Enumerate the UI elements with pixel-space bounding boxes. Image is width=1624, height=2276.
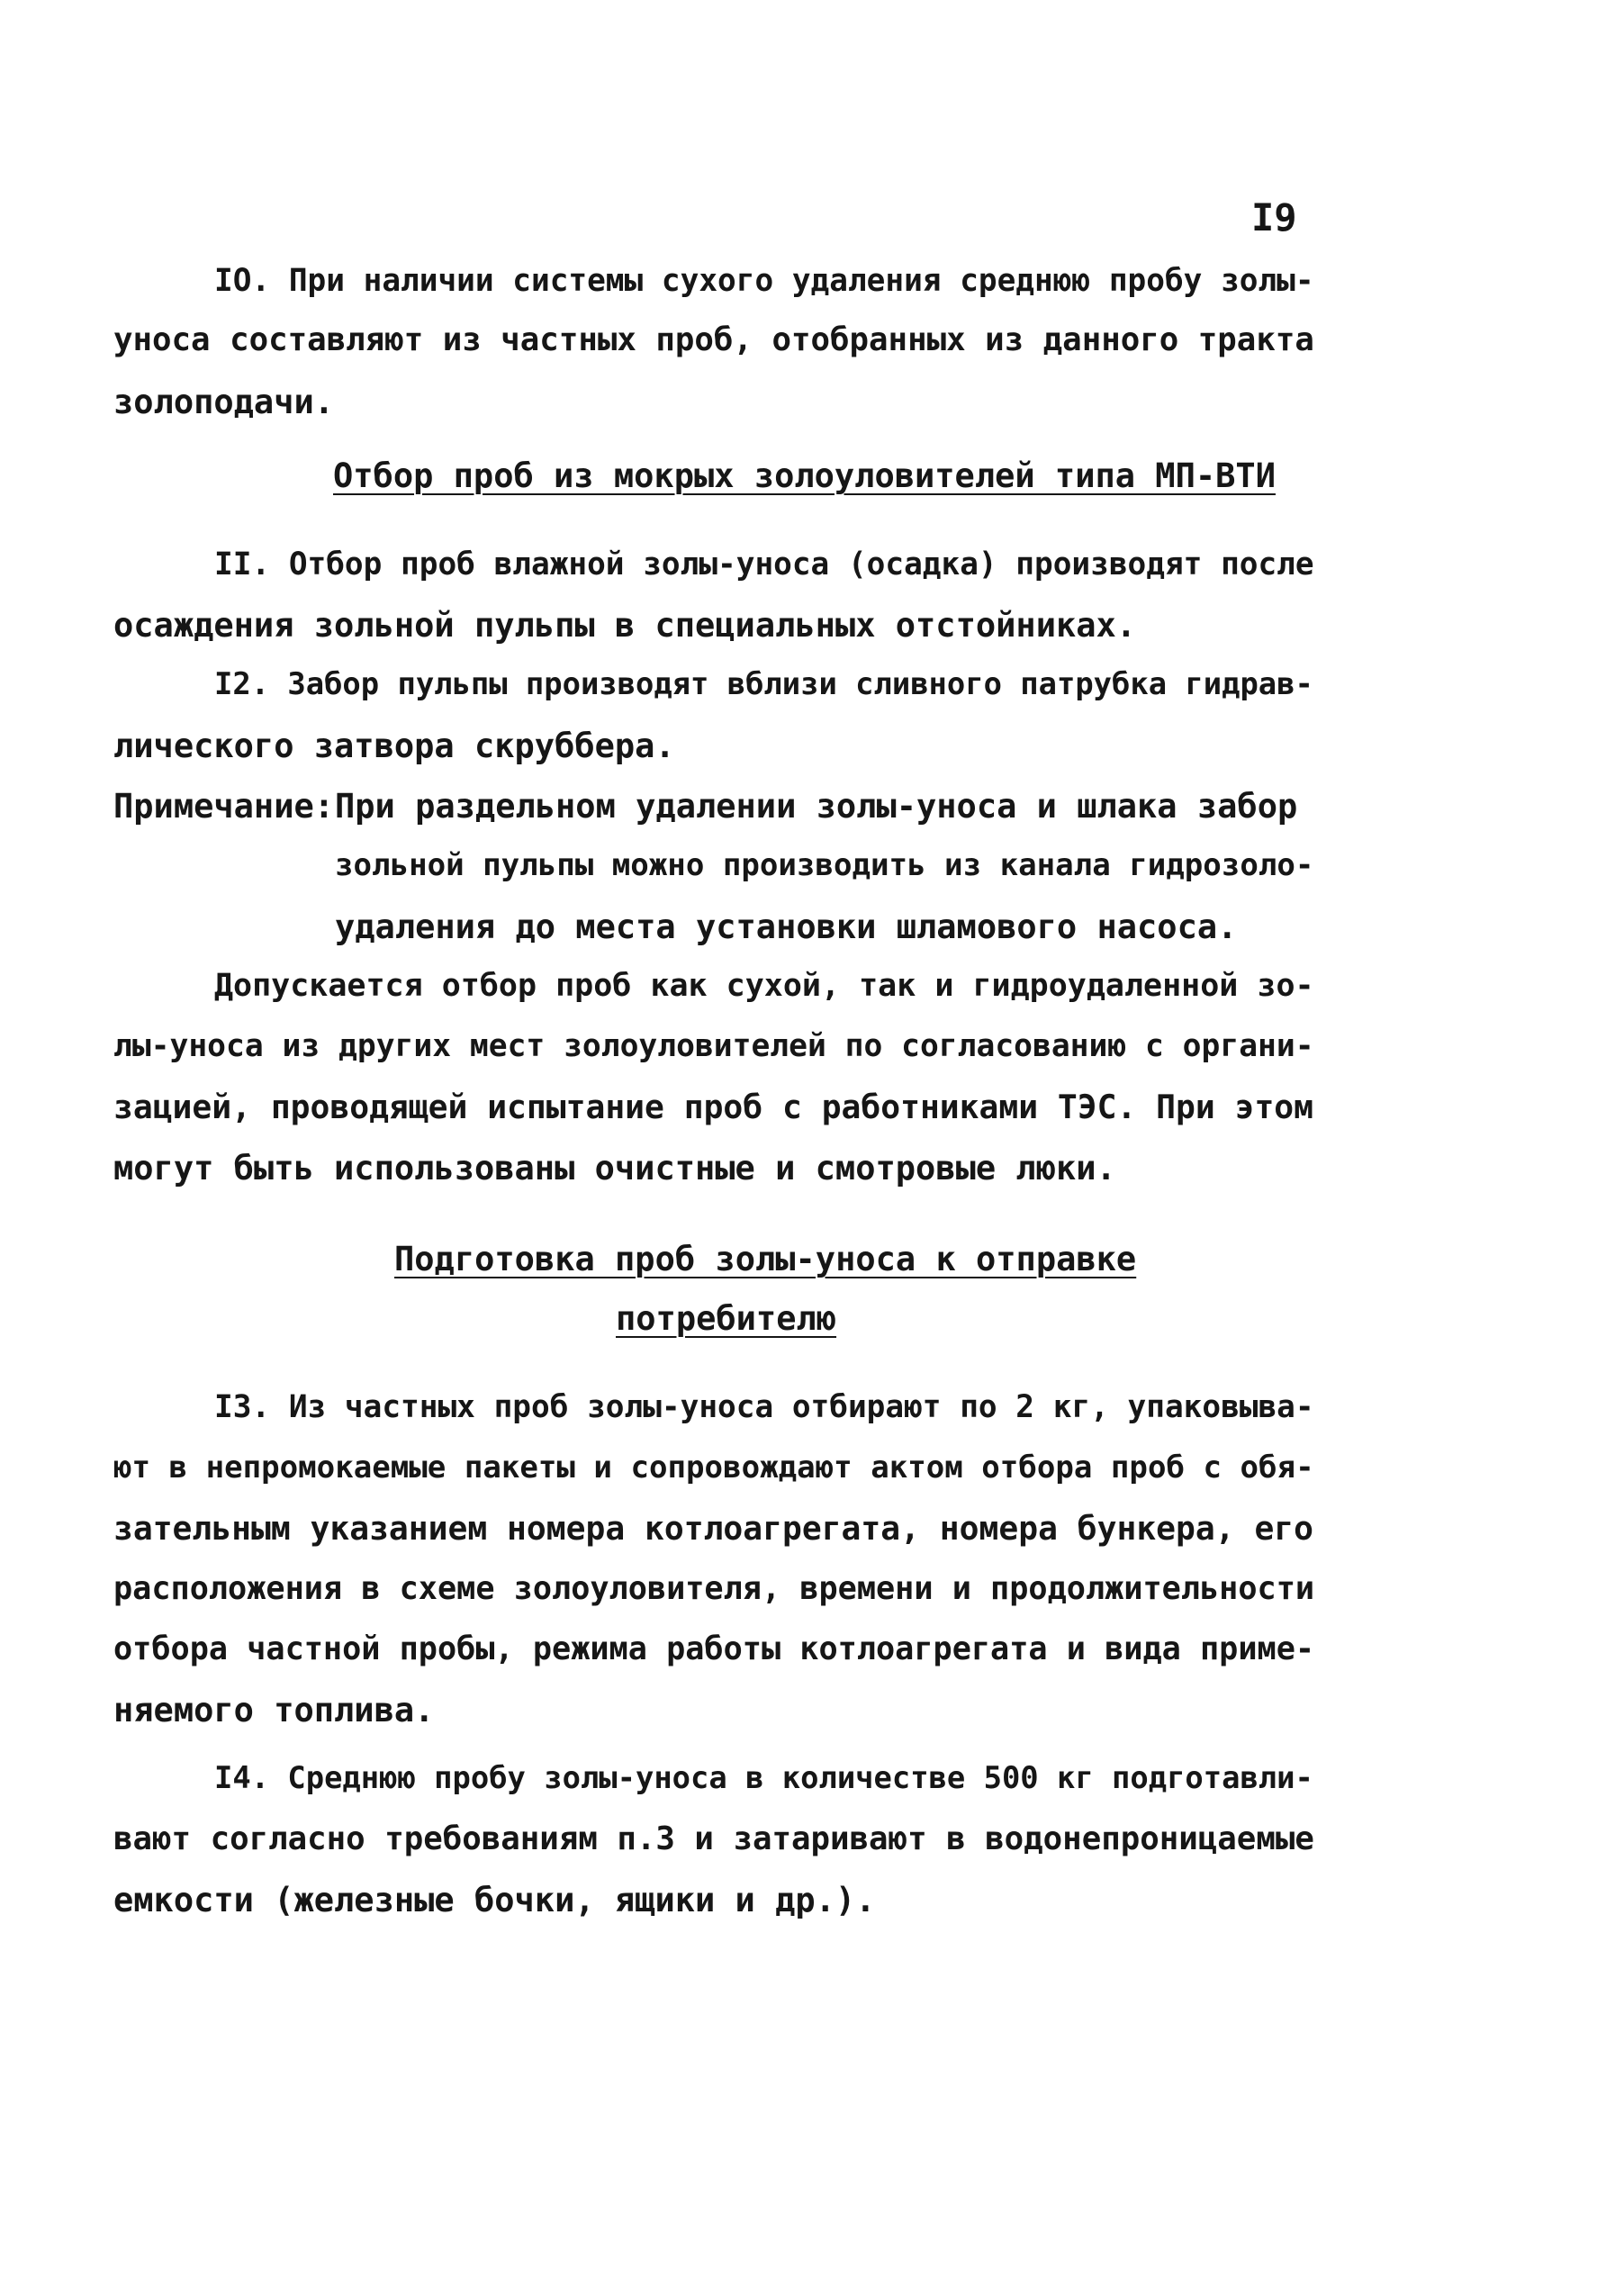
paragraph-11-line-1: II. Отбор проб влажной золы-уноса (осадка) производят после [214, 546, 1314, 583]
paragraph-13-line-6: няемого топлива. [113, 1691, 435, 1730]
paragraph-14-line-1: I4. Среднюю пробу золы-уноса в количестве 500 кг подготавли- [214, 1760, 1313, 1795]
note-line-1: При раздельном удалении золы-уноса и шлака забор [335, 787, 1298, 826]
paragraph-13-line-5: отбора частной пробы, режима работы котлоагрегата и вида приме- [113, 1630, 1315, 1667]
paragraph-13-line-3: зательным указанием номера котлоагрегата, номера бункера, его [113, 1509, 1314, 1548]
paragraph-12-line-2: лического затвора скруббера. [113, 727, 675, 765]
paragraph-allowed-line-3: зацией, проводящей испытание проб с работниками ТЭС. При этом [113, 1088, 1314, 1126]
note-line-2: зольной пульпы можно производить из канала гидрозоло- [335, 847, 1314, 883]
paragraph-10-line-3: золоподачи. [113, 383, 335, 421]
section-heading-wet-collectors: Отбор проб из мокрых золоуловителей типа МП-ВТИ [333, 456, 1276, 495]
section-heading-preparation-line-1: Подготовка проб золы-уноса к отправке [394, 1240, 1137, 1278]
paragraph-13-line-4: расположения в схеме золоуловителя, времени и продолжительности [113, 1570, 1315, 1607]
paragraph-10-line-2: уноса составляют из частных проб, отобранных из данного тракта [113, 321, 1314, 358]
paragraph-13-line-1: I3. Из частных проб золы-уноса отбирают по 2 кг, упаковыва- [214, 1389, 1314, 1425]
note-line-3: удаления до места установки шламового насоса. [335, 908, 1238, 946]
paragraph-14-line-2: вают согласно требованиям п.3 и затаривают в водонепроницаемые [113, 1820, 1314, 1857]
page-number: I9 [1251, 195, 1297, 239]
section-heading-preparation-line-2: потребителю [616, 1299, 837, 1338]
paragraph-10-line-1: IO. При наличии системы сухого удаления среднюю пробу золы- [214, 263, 1314, 299]
paragraph-12-line-1: I2. Забор пульпы производят вблизи сливного патрубка гидрав- [214, 666, 1313, 701]
paragraph-allowed-line-2: лы-уноса из других мест золоуловителей по согласованию с органи- [113, 1028, 1314, 1064]
paragraph-13-line-2: ют в непромокаемые пакеты и сопровождают актом отбора проб с обя- [113, 1450, 1314, 1486]
paragraph-11-line-2: осаждения зольной пульпы в специальных отстойниках. [113, 606, 1137, 645]
paragraph-allowed-line-1: Допускается отбор проб как сухой, так и гидроудаленной зо- [214, 968, 1314, 1004]
paragraph-14-line-3: емкости (железные бочки, ящики и др.). [113, 1881, 876, 1919]
note-label: Примечание: [113, 787, 335, 826]
paragraph-allowed-line-4: могут быть использованы очистные и смотровые люки. [113, 1149, 1116, 1188]
